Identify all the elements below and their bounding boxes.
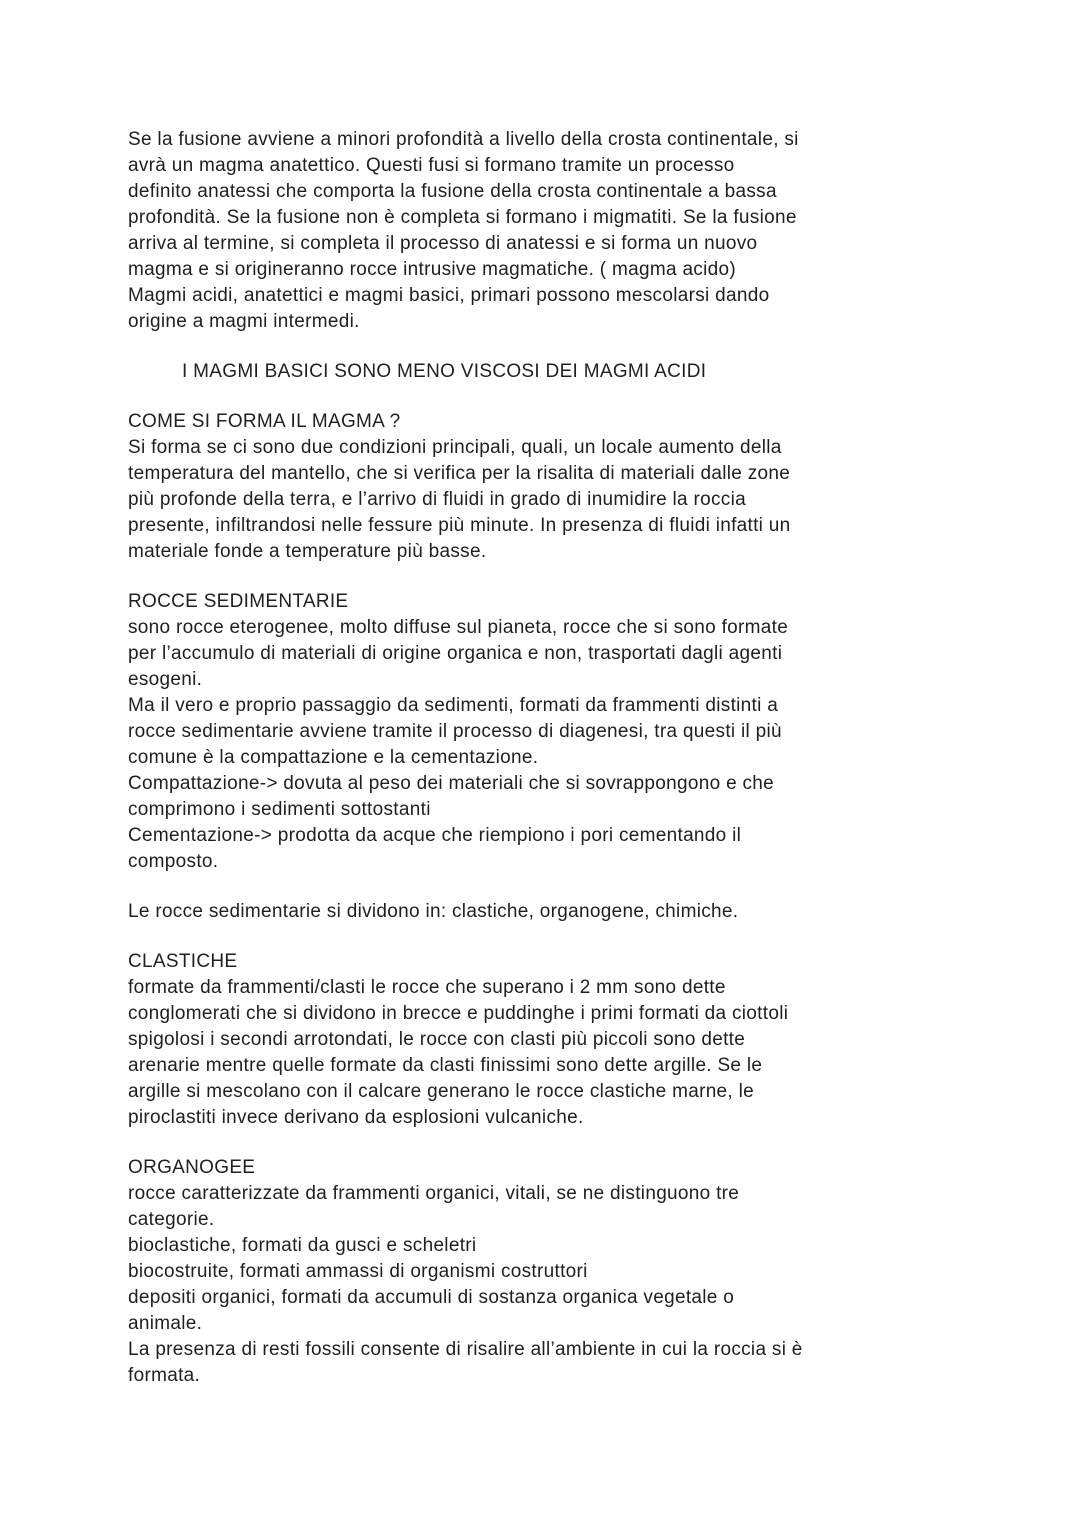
- text-line: animale.: [128, 1313, 203, 1334]
- text-line: La presenza di resti fossili consente di risalire all’ambiente in cui la roccia si è: [128, 1339, 803, 1360]
- text-line: Ma il vero e proprio passaggio da sedimenti, formati da frammenti distinti a: [128, 695, 779, 716]
- paragraph-magma-anatettico: [128, 127, 958, 335]
- text-line: Si forma se ci sono due condizioni principali, quali, un locale aumento della: [128, 437, 782, 458]
- note-magmi-basici: [128, 359, 958, 385]
- text-line: esogeni.: [128, 669, 203, 690]
- text-line: composto.: [128, 851, 219, 872]
- section-rocce-sedimentarie: [128, 589, 958, 875]
- section-clastiche: [128, 949, 958, 1131]
- text-line: ORGANOGEE: [128, 1157, 256, 1178]
- text-line: argille si mescolano con il calcare generano le rocce clastiche marne, le: [128, 1081, 754, 1102]
- text-line: spigolosi i secondi arrotondati, le rocce con clasti più piccoli sono dette: [128, 1029, 746, 1050]
- text-line: Cementazione-> prodotta da acque che riempiono i pori cementando il: [128, 825, 742, 846]
- text-line: Compattazione-> dovuta al peso dei materiali che si sovrappongono e che: [128, 773, 775, 794]
- text-line: arriva al termine, si completa il processo di anatessi e si forma un nuovo: [128, 233, 758, 254]
- text-line: definito anatessi che comporta la fusione della crosta continentale a bassa: [128, 181, 777, 202]
- text-line: più profonde della terra, e l’arrivo di fluidi in grado di inumidire la roccia: [128, 489, 746, 510]
- text-line: categorie.: [128, 1209, 215, 1230]
- text-line: materiale fonde a temperature più basse.: [128, 541, 487, 562]
- text-line: temperatura del mantello, che si verifica per la risalita di materiali dalle zone: [128, 463, 791, 484]
- section-come-si-forma-il-magma: [128, 409, 958, 565]
- text-line: ROCCE SEDIMENTARIE: [128, 591, 349, 612]
- text-line: Magmi acidi, anatettici e magmi basici, primari possono mescolarsi dando: [128, 285, 770, 306]
- text-line: profondità. Se la fusione non è completa si formano i migmatiti. Se la fusione: [128, 207, 797, 228]
- paragraph-divisione-rocce-sedimentarie: [128, 899, 958, 925]
- text-line: Se la fusione avviene a minori profondità a livello della crosta continentale, si: [128, 129, 799, 150]
- text-line: COME SI FORMA IL MAGMA ?: [128, 411, 401, 432]
- text-line: origine a magmi intermedi.: [128, 311, 360, 332]
- text-line: Le rocce sedimentarie si dividono in: clastiche, organogene, chimiche.: [128, 901, 739, 922]
- text-line: I MAGMI BASICI SONO MENO VISCOSI DEI MAGMI ACIDI: [182, 361, 707, 382]
- text-line: conglomerati che si dividono in brecce e puddinghe i primi formati da ciottoli: [128, 1003, 789, 1024]
- text-line: avrà un magma anatettico. Questi fusi si formano tramite un processo: [128, 155, 735, 176]
- text-line: formata.: [128, 1365, 201, 1386]
- text-line: rocce sedimentarie avviene tramite il processo di diagenesi, tra questi il più: [128, 721, 782, 742]
- document-body: [128, 127, 958, 1389]
- text-line: arenarie mentre quelle formate da clasti finissimi sono dette argille. Se le: [128, 1055, 763, 1076]
- text-line: comune è la compattazione e la cementazione.: [128, 747, 539, 768]
- text-line: rocce caratterizzate da frammenti organici, vitali, se ne distinguono tre: [128, 1183, 740, 1204]
- text-line: depositi organici, formati da accumuli di sostanza organica vegetale o: [128, 1287, 735, 1308]
- text-line: formate da frammenti/clasti le rocce che superano i 2 mm sono dette: [128, 977, 726, 998]
- text-line: CLASTICHE: [128, 951, 238, 972]
- text-line: comprimono i sedimenti sottostanti: [128, 799, 431, 820]
- text-line: presente, infiltrandosi nelle fessure più minute. In presenza di fluidi infatti un: [128, 515, 791, 536]
- text-line: per l’accumulo di materiali di origine organica e non, trasportati dagli agenti: [128, 643, 783, 664]
- text-line: sono rocce eterogenee, molto diffuse sul pianeta, rocce che si sono formate: [128, 617, 789, 638]
- section-organogee: [128, 1155, 958, 1389]
- text-line: magma e si origineranno rocce intrusive magmatiche. ( magma acido): [128, 259, 736, 280]
- text-line: biocostruite, formati ammassi di organismi costruttori: [128, 1261, 588, 1282]
- text-line: bioclastiche, formati da gusci e scheletri: [128, 1235, 477, 1256]
- text-line: piroclastiti invece derivano da esplosioni vulcaniche.: [128, 1107, 584, 1128]
